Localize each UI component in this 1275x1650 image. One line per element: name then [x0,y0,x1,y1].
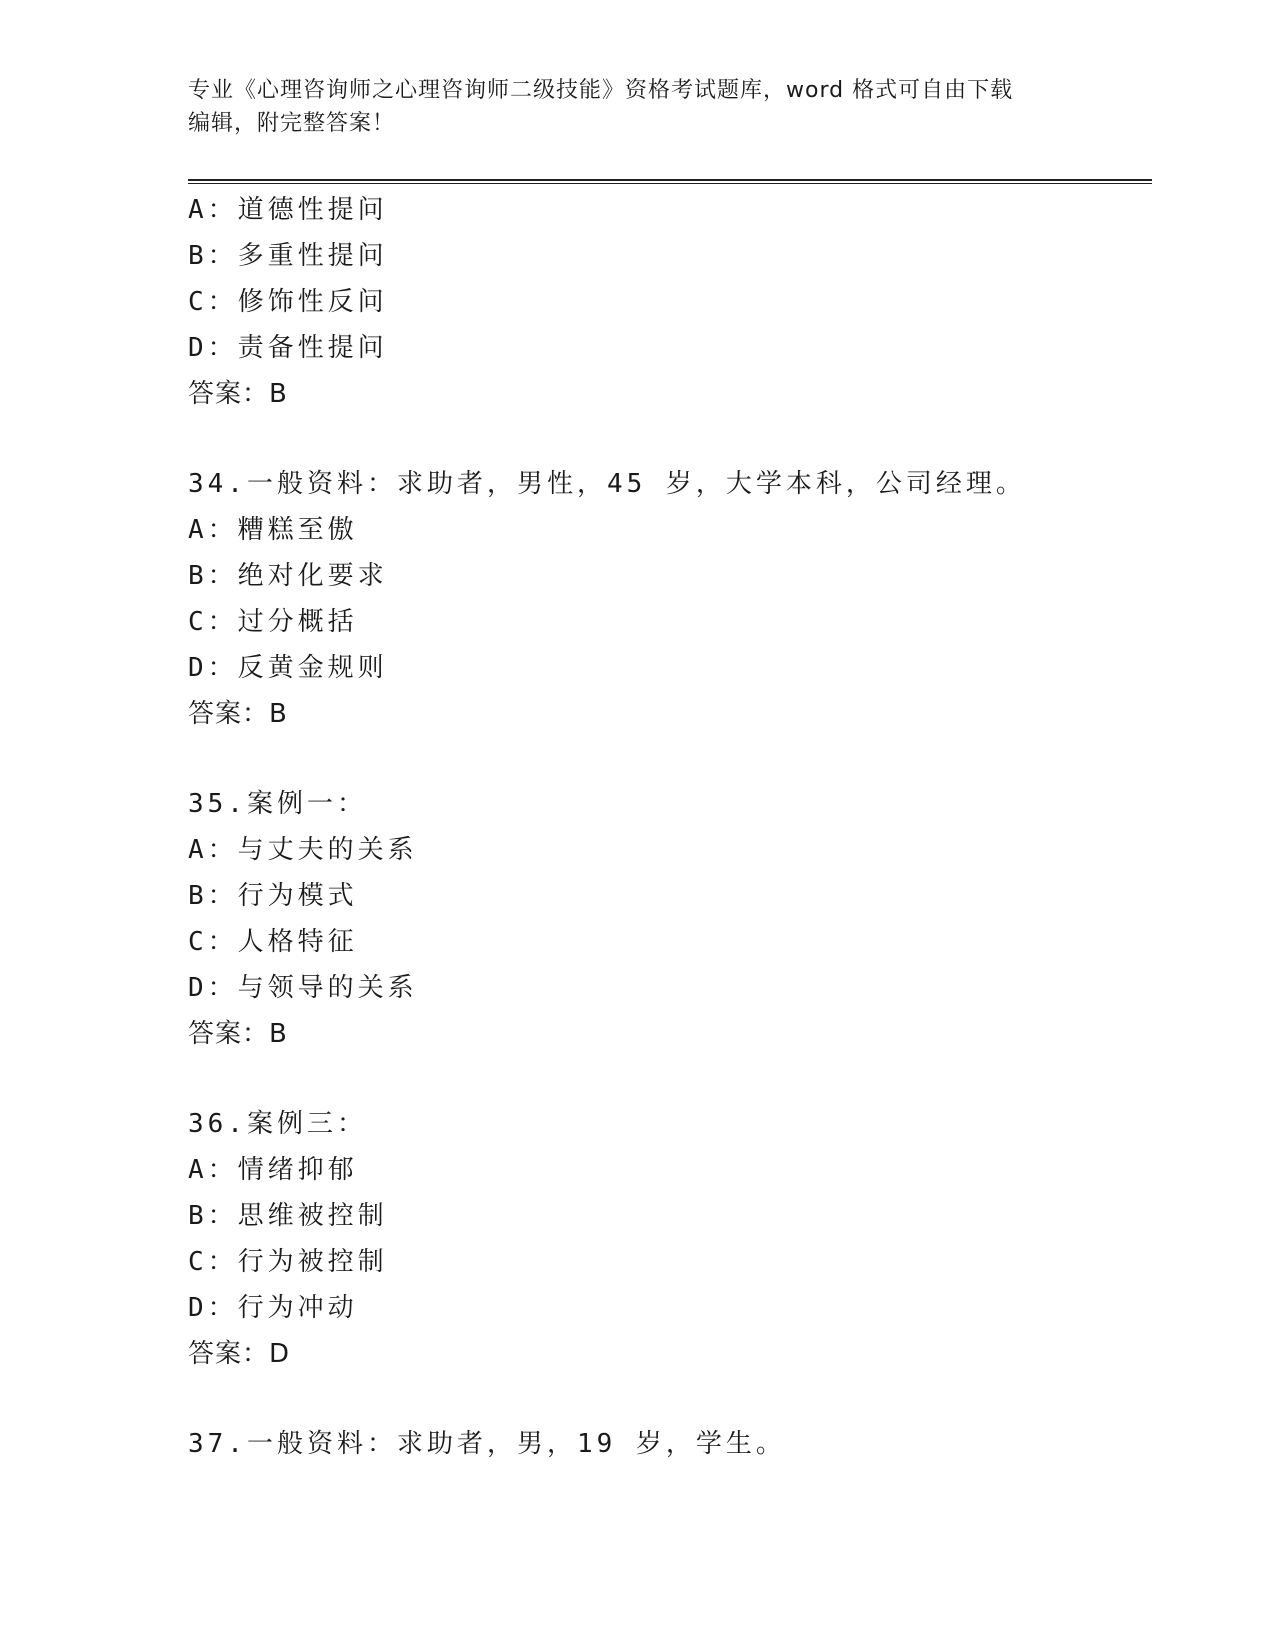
question-spacer [188,737,1148,781]
header-divider [188,179,1152,184]
option-a: A：道德性提问 [188,195,388,225]
question-block [188,1101,1148,1377]
question-text: 36.案例三： [188,1109,367,1139]
question-text: 35.案例一： [188,789,367,819]
option-b: B：行为模式 [188,881,358,911]
option-a: A：情绪抑郁 [188,1155,358,1185]
answer-line: 答案：B [188,699,288,729]
question-block [188,1421,1148,1467]
question-spacer [188,417,1148,461]
question-text: 34.一般资料：求助者，男性，45 岁，大学本科，公司经理。 [188,469,1026,499]
option-b: B：多重性提问 [188,241,388,271]
option-d: D：与领导的关系 [188,973,418,1003]
question-spacer [188,1057,1148,1101]
option-d: D：责备性提问 [188,333,388,363]
option-a: A：糟糕至傲 [188,515,358,545]
option-c: C：人格特征 [188,927,358,957]
question-text: 37.一般资料：求助者，男，19 岁，学生。 [188,1429,786,1459]
answer-line: 答案：B [188,1019,288,1049]
answer-line: 答案：B [188,379,288,409]
question-spacer [188,1377,1148,1421]
option-d: D：行为冲动 [188,1293,358,1323]
document-header [188,74,1068,140]
option-b: B：思维被控制 [188,1201,388,1231]
question-block [188,781,1148,1057]
question-list [188,187,1148,1467]
option-b: B：绝对化要求 [188,561,388,591]
option-d: D：反黄金规则 [188,653,388,683]
question-block [188,187,1148,417]
option-c: C：行为被控制 [188,1247,388,1277]
option-c: C：过分概括 [188,607,358,637]
header-line-1: 专业《心理咨询师之心理咨询师二级技能》资格考试题库，word 格式可自由下载 [188,78,1014,103]
question-block [188,461,1148,737]
answer-line: 答案：D [188,1339,291,1369]
option-c: C：修饰性反问 [188,287,388,317]
header-line-2: 编辑，附完整答案！ [188,111,396,136]
option-a: A：与丈夫的关系 [188,835,418,865]
